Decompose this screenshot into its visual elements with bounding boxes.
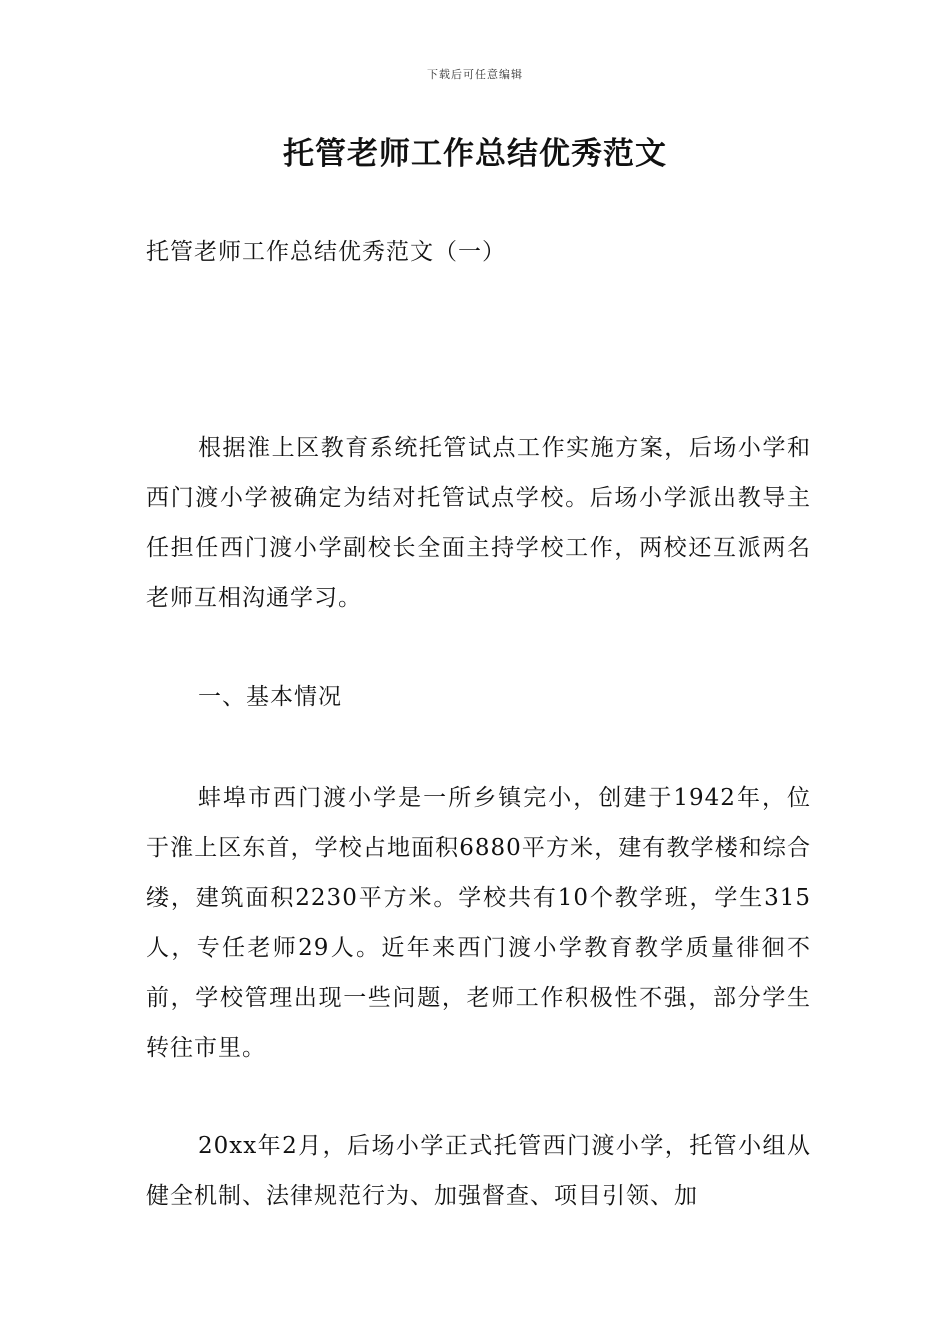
paragraph-school-overview: 蚌埠市西门渡小学是一所乡镇完小，创建于1942年，位于淮上区东首，学校占地面积6880平方米，建有教学楼和综合缕，建筑面积2230平方米。学校共有10个教学班，学生315人，专任老师29人。近年来西门渡小学教育教学质量徘徊不前，学校管理出现一些问题，老师工作积极性不强，部分学生转往市里。 [146,785,811,1061]
document-title: 托管老师工作总结优秀范文 [283,136,667,172]
document-subtitle: 托管老师工作总结优秀范文（一） [146,239,506,265]
paragraph-intro: 根据淮上区教育系统托管试点工作实施方案，后场小学和西门渡小学被确定为结对托管试点学校。后场小学派出教导主任担任西门渡小学副校长全面主持学校工作，两校还互派两名老师互相沟通学习。 [146,435,811,611]
paragraph-trusteeship-start: 20xx年2月，后场小学正式托管西门渡小学，托管小组从健全机制、法律规范行为、加强督查、项目引领、加 [146,1133,811,1209]
section-heading-basic-situation: 一、基本情况 [198,684,342,710]
header-note: 下载后可任意编辑 [427,68,523,81]
